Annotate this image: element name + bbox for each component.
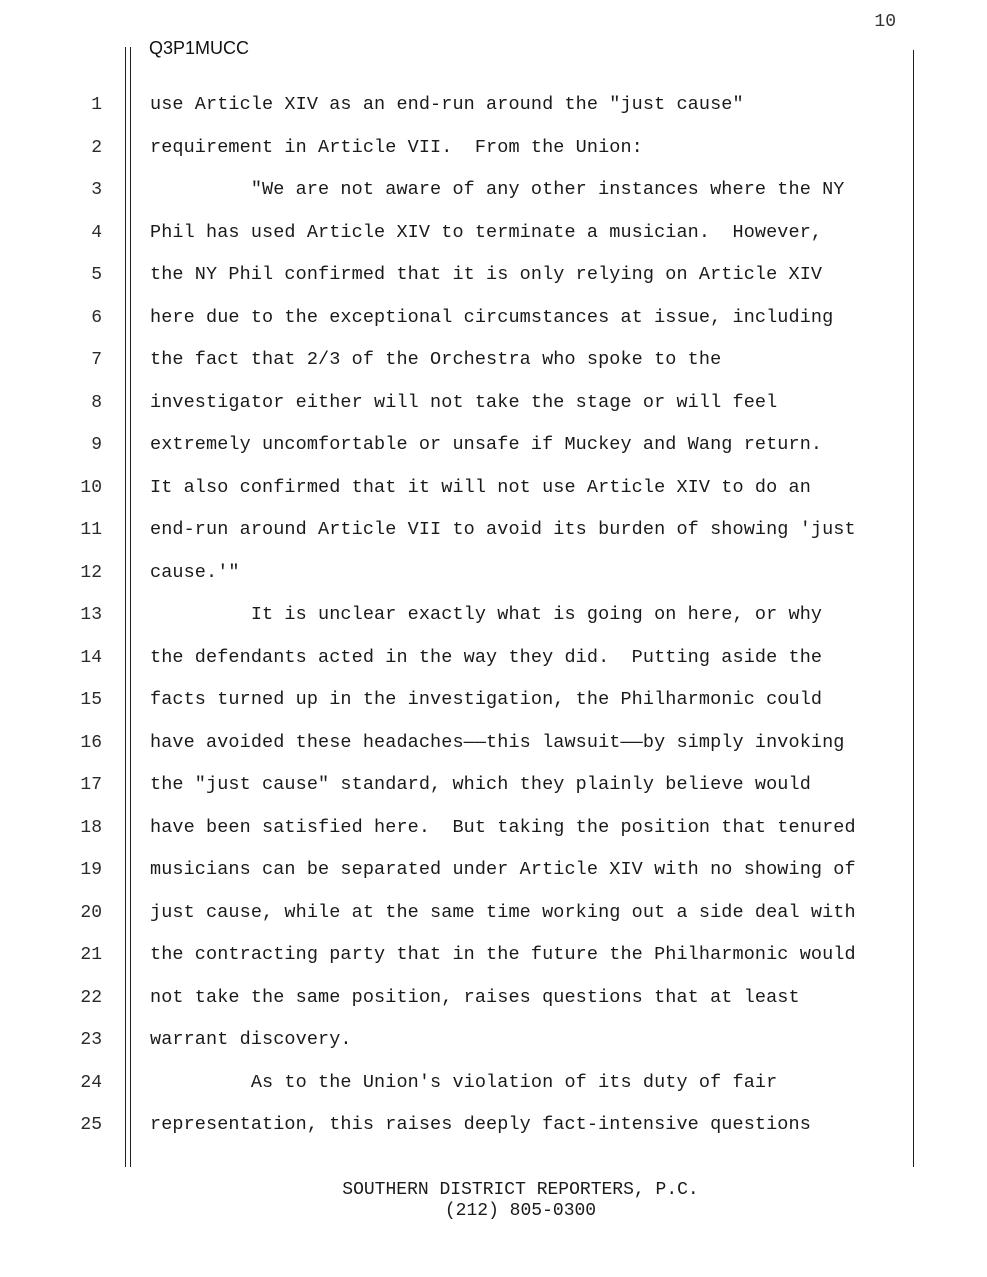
line-number: 24 (80, 1072, 102, 1093)
line-number-column (60, 84, 102, 1147)
transcript-line: musicians can be separated under Article XIV with no showing of (150, 859, 856, 880)
line-number: 16 (80, 732, 102, 753)
transcript-line: not take the same position, raises questions that at least (150, 986, 800, 1008)
transcript-line: facts turned up in the investigation, the Philharmonic could (150, 689, 823, 710)
line-number: 2 (91, 137, 102, 158)
line-number: 3 (91, 180, 102, 200)
transcript-line: the defendants acted in the way they did. Putting aside the (150, 646, 823, 668)
line-number: 18 (80, 817, 102, 838)
transcript-line: the "just cause" standard, which they plainly believe would (150, 774, 811, 795)
line-number: 20 (80, 902, 102, 923)
line-number: 7 (91, 350, 102, 370)
case-identifier: Q3P1MUCC (149, 38, 250, 58)
line-number: 17 (80, 775, 102, 795)
line-number: 1 (91, 95, 102, 115)
transcript-line: have avoided these headaches——this lawsuit——by simply invoking (150, 731, 845, 753)
line-number: 13 (80, 605, 102, 625)
reporter-name: SOUTHERN DISTRICT REPORTERS, P.C. (342, 1180, 699, 1200)
line-number: 5 (91, 265, 102, 285)
line-number: 6 (91, 307, 102, 328)
line-number: 21 (80, 945, 102, 965)
transcript-line: here due to the exceptional circumstances at issue, including (150, 306, 834, 328)
line-number: 15 (80, 690, 102, 710)
transcript-line: the fact that 2/3 of the Orchestra who spoke to the (150, 349, 722, 370)
line-number: 4 (91, 222, 102, 243)
line-number: 14 (80, 647, 102, 668)
transcript-line: It is unclear exactly what is going on here, or why (150, 604, 823, 625)
transcript-line: just cause, while at the same time working out a side deal with (150, 901, 856, 923)
transcript-line: "We are not aware of any other instances where the NY (150, 179, 845, 200)
line-number: 25 (80, 1115, 102, 1135)
line-number: 8 (91, 392, 102, 413)
transcript-line: have been satisfied here. But taking the position that tenured (150, 816, 856, 838)
page-footer (0, 1180, 987, 1222)
line-number: 9 (91, 435, 102, 455)
transcript-line: representation, this raises deeply fact-intensive questions (150, 1114, 811, 1135)
transcript-line: It also confirmed that it will not use Article XIV to do an (150, 476, 811, 498)
line-number: 12 (80, 562, 102, 583)
left-margin-rule-inner (130, 47, 131, 1167)
transcript-line: investigator either will not take the stage or will feel (150, 391, 778, 413)
transcript-line: Phil has used Article XIV to terminate a musician. However, (150, 221, 823, 243)
transcript-line: end-run around Article VII to avoid its burden of showing 'just (150, 519, 856, 540)
transcript-body (150, 84, 910, 1147)
transcript-line: As to the Union's violation of its duty of fair (150, 1071, 778, 1093)
reporter-phone: (212) 805-0300 (444, 1201, 597, 1221)
transcript-line: the contracting party that in the future the Philharmonic would (150, 944, 856, 965)
transcript-line: cause.'" (150, 561, 240, 583)
line-number: 23 (80, 1030, 102, 1050)
page-number: 10 (874, 12, 896, 32)
line-number: 10 (80, 477, 102, 498)
transcript-line: the NY Phil confirmed that it is only relying on Article XIV (150, 264, 823, 285)
transcript-line: warrant discovery. (150, 1029, 352, 1050)
transcript-line: use Article XIV as an end-run around the "just cause" (150, 94, 744, 115)
line-number: 22 (80, 987, 102, 1008)
line-number: 11 (80, 520, 102, 540)
transcript-line: extremely uncomfortable or unsafe if Muckey and Wang return. (150, 434, 823, 455)
left-margin-rule (125, 47, 126, 1167)
right-margin-rule (913, 50, 914, 1167)
line-number: 19 (80, 860, 102, 880)
transcript-line: requirement in Article VII. From the Union: (150, 136, 643, 158)
